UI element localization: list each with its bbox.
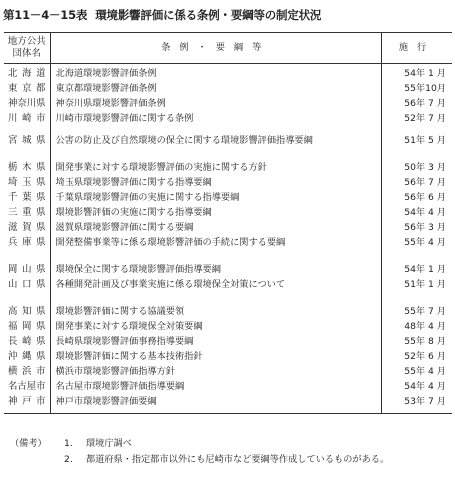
table-number: 第11－4－15表 (3, 8, 88, 22)
header-effective: 施行 (382, 33, 453, 64)
table-row (4, 236, 452, 263)
table-title (3, 7, 321, 23)
effective-date: 54年 1 月 (404, 264, 446, 275)
effective-date: 50年 3 月 (404, 162, 446, 173)
table-row (4, 82, 452, 97)
table-row (4, 350, 452, 365)
ordinance-name: 各種開発計画及び事業実施に係る環境保全対策について (50, 278, 381, 305)
notes (10, 436, 389, 468)
ordinance-name: 開発整備事業等に係る環境影響評価の手続に関する要綱 (50, 236, 381, 263)
note-row-2 (10, 452, 389, 468)
authority-name: 名古屋市 (4, 380, 50, 395)
authority-name: 千葉県 (4, 191, 50, 206)
authority-name: 滋賀県 (4, 221, 50, 236)
notes-label: （備考） (10, 438, 47, 449)
effective-date: 54年 4 月 (404, 207, 446, 218)
authority-name: 神奈川県 (4, 97, 50, 112)
effective-date: 52年 7 月 (404, 113, 446, 124)
table-row (4, 365, 452, 380)
table-title-text: 環境影響評価に係る条例・要綱等の制定状況 (95, 8, 322, 22)
table-row (4, 97, 452, 112)
table-row (4, 395, 452, 414)
table-body (4, 64, 452, 414)
row-spacer (4, 127, 452, 134)
effective-date: 51年 5 月 (404, 135, 446, 146)
authority-name: 兵庫県 (4, 236, 50, 263)
effective-date: 52年 6 月 (404, 351, 446, 362)
ordinance-name: 長崎県環境影響評価事務指導要綱 (50, 335, 381, 350)
authority-name: 栃木県 (4, 161, 50, 176)
effective-date: 55年 7 月 (404, 306, 446, 317)
ordinance-name: 川崎市環境影響評価に関する条例 (50, 112, 381, 127)
effective-date: 55年 4 月 (404, 237, 446, 248)
ordinance-name: 神戸市環境影響評価要綱 (50, 395, 381, 414)
header-row (4, 33, 452, 64)
table-row (4, 305, 452, 320)
effective-date: 55年10月 (404, 83, 446, 94)
effective-date: 51年 1 月 (404, 279, 446, 290)
table-row (4, 221, 452, 236)
authority-name: 高知県 (4, 305, 50, 320)
table-row (4, 161, 452, 176)
ordinance-name: 公害の防止及び自然環境の保全に関する環境影響評価指導要綱 (50, 134, 381, 161)
note-row-1 (10, 436, 389, 452)
table-row (4, 112, 452, 127)
authority-name: 三重県 (4, 206, 50, 221)
table-row (4, 335, 452, 350)
table-row (4, 278, 452, 305)
table-row (4, 67, 452, 82)
authority-name: 岡山県 (4, 263, 50, 278)
table-row (4, 176, 452, 191)
ordinance-name: 名古屋市環境影響評価指導要綱 (50, 380, 381, 395)
authority-name: 福岡県 (4, 320, 50, 335)
ordinance-name: 埼玉県環境影響評価に関する指導要綱 (50, 176, 381, 191)
authority-name: 山口県 (4, 278, 50, 305)
note-number: 2. (64, 454, 73, 465)
note-number: 1. (64, 438, 73, 449)
ordinance-name: 開発事業に対する環境保全対策要綱 (50, 320, 381, 335)
table-row (4, 320, 452, 335)
table-row (4, 191, 452, 206)
authority-name: 東京都 (4, 82, 50, 97)
table-row (4, 206, 452, 221)
ordinance-name: 千葉県環境影響評価の実施に関する指導要綱 (50, 191, 381, 206)
ordinance-name: 開発事業に対する環境影響評価の実施に関する方針 (50, 161, 381, 176)
note-text: 環境庁調べ (86, 438, 132, 449)
authority-name: 沖縄県 (4, 350, 50, 365)
authority-name: 横浜市 (4, 365, 50, 380)
ordinance-name: 環境影響評価に関する協議要領 (50, 305, 381, 320)
ordinance-name: 北海道環境影響評価条例 (50, 67, 381, 82)
ordinance-name: 神奈川県環境影響評価条例 (50, 97, 381, 112)
authority-name: 神戸市 (4, 395, 50, 414)
effective-date: 53年 7 月 (382, 395, 453, 414)
header-authority: 地方公共団体名 (4, 33, 50, 64)
ordinance-table (4, 32, 452, 414)
note-text: 都道府県・指定都市以外にも尼崎市など要綱等作成しているものがある。 (86, 454, 390, 465)
effective-date: 54年 4 月 (404, 381, 446, 392)
ordinance-name: 横浜市環境影響評価指導方針 (50, 365, 381, 380)
authority-name: 埼玉県 (4, 176, 50, 191)
effective-date: 55年 8 月 (404, 336, 446, 347)
authority-name: 宮城県 (4, 134, 50, 161)
effective-date: 54年 1 月 (404, 68, 446, 79)
authority-name: 川崎市 (4, 112, 50, 127)
ordinance-name: 環境影響評価の実施に関する指導要綱 (50, 206, 381, 221)
authority-name: 北海道 (4, 67, 50, 82)
table-row (4, 134, 452, 161)
ordinance-name: 滋賀県環境影響評価に関する要綱 (50, 221, 381, 236)
effective-date: 56年 7 月 (404, 177, 446, 188)
effective-date: 56年 7 月 (404, 98, 446, 109)
ordinance-name: 東京都環境影響評価条例 (50, 82, 381, 97)
effective-date: 55年 4 月 (404, 366, 446, 377)
effective-date: 48年 4 月 (404, 321, 446, 332)
authority-name: 長崎県 (4, 335, 50, 350)
effective-date: 56年 3 月 (404, 222, 446, 233)
table-row (4, 380, 452, 395)
table-row (4, 263, 452, 278)
ordinance-name: 環境影響評価に関する基本技術指針 (50, 350, 381, 365)
header-ordinance: 条例・要綱等 (50, 33, 381, 64)
effective-date: 56年 6 月 (404, 192, 446, 203)
ordinance-name: 環境保全に関する環境影響評価指導要綱 (50, 263, 381, 278)
